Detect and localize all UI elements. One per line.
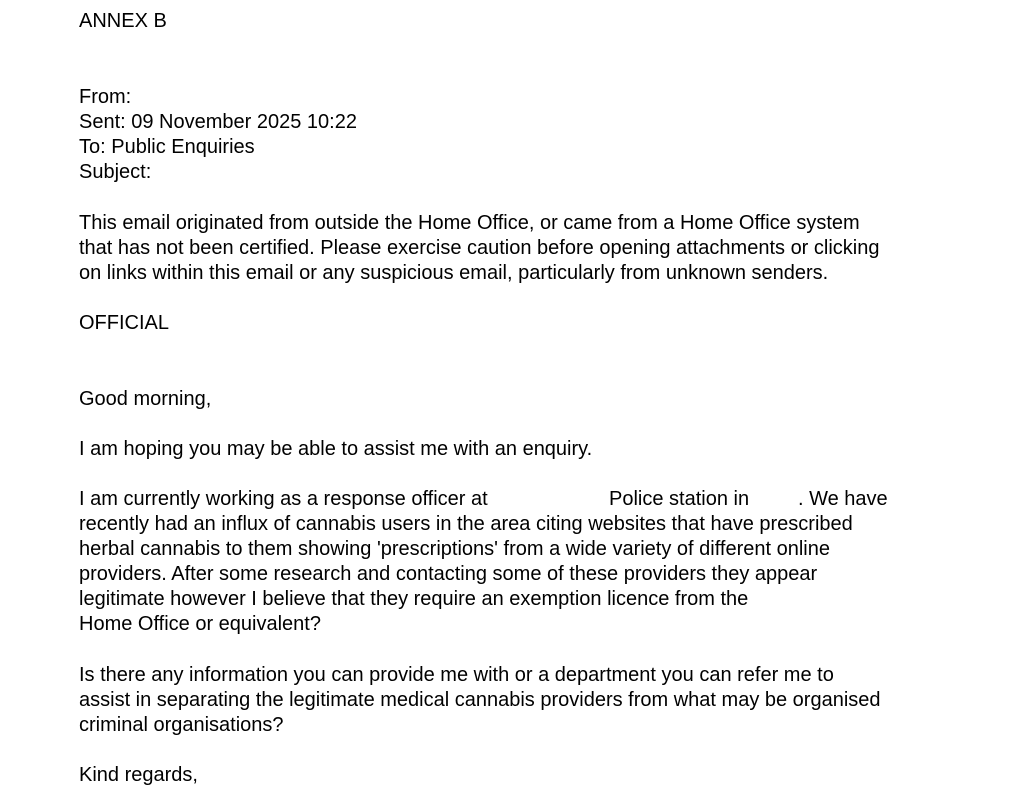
paragraph-line: . We have (798, 488, 888, 510)
greeting: Good morning, (79, 388, 212, 410)
paragraph-line: assist in separating the legitimate medical cannabis providers from what may be organised (79, 689, 881, 711)
paragraph-line: Police station in (609, 488, 750, 510)
paragraph-line: legitimate however I believe that they require an exemption licence from the (79, 588, 749, 610)
paragraph-enquiry: I am hoping you may be able to assist me with an enquiry. (79, 438, 593, 460)
paragraph-line: Home Office or equivalent? (79, 613, 321, 635)
paragraph-line: Is there any information you can provide me with or a department you can refer me to (79, 664, 834, 686)
warning-line: on links within this email or any suspicious email, particularly from unknown senders. (79, 262, 829, 284)
classification-label: OFFICIAL (79, 312, 170, 334)
header-subject: Subject: (79, 161, 152, 183)
signoff: Kind regards, (79, 764, 198, 786)
annex-heading: ANNEX B (79, 10, 167, 32)
warning-line: This email originated from outside the Home Office, or came from a Home Office system (79, 212, 860, 234)
header-from: From: (79, 86, 132, 108)
paragraph-line: herbal cannabis to them showing 'prescriptions' from a wide variety of different online (79, 538, 830, 560)
header-sent: Sent: 09 November 2025 10:22 (79, 111, 357, 133)
warning-line: that has not been certified. Please exercise caution before opening attachments or clicking (79, 237, 880, 259)
paragraph-line: I am currently working as a response officer at (79, 488, 488, 510)
paragraph-line: recently had an influx of cannabis users in the area citing websites that have prescribed (79, 513, 853, 535)
header-to: To: Public Enquiries (79, 136, 255, 158)
paragraph-line: providers. After some research and contacting some of these providers they appear (79, 563, 818, 585)
paragraph-line: criminal organisations? (79, 714, 284, 736)
